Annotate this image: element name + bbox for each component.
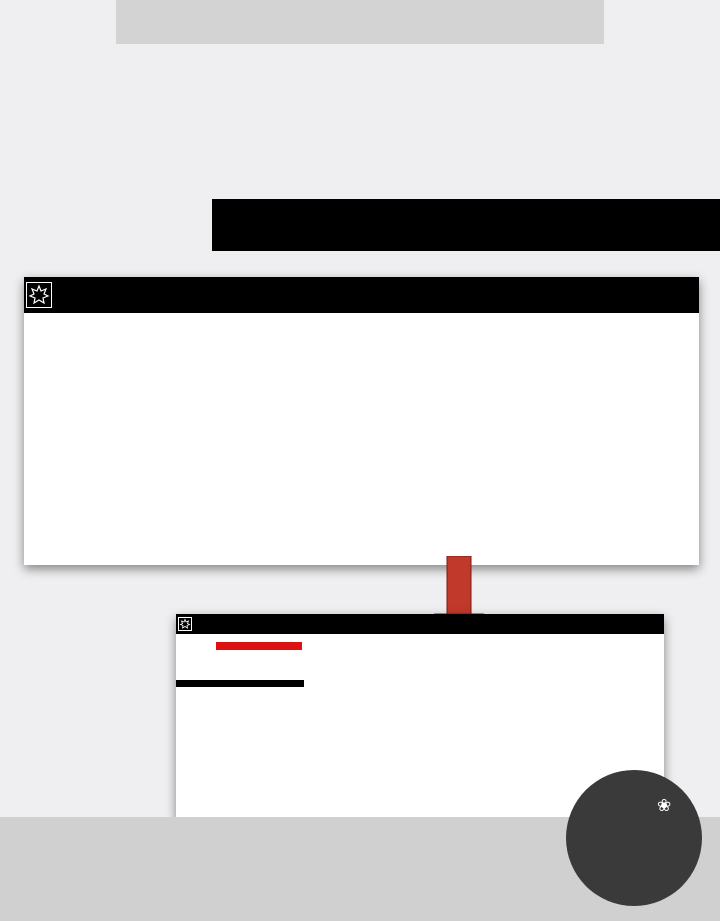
booking-deposit-sheet (24, 277, 699, 565)
calendar-sheet-header (176, 614, 664, 634)
available-room-label (216, 642, 302, 650)
grow-logo-icon (26, 282, 52, 308)
grow-sheet-badge (566, 770, 702, 906)
calendar-room-list (176, 634, 304, 820)
room-list-header (176, 680, 304, 687)
booking-sheet-header (24, 277, 699, 313)
step-title (212, 199, 720, 251)
grow-logo-small-icon (178, 617, 192, 631)
top-banner (116, 0, 604, 44)
flower-icon: ❀ (657, 796, 672, 815)
